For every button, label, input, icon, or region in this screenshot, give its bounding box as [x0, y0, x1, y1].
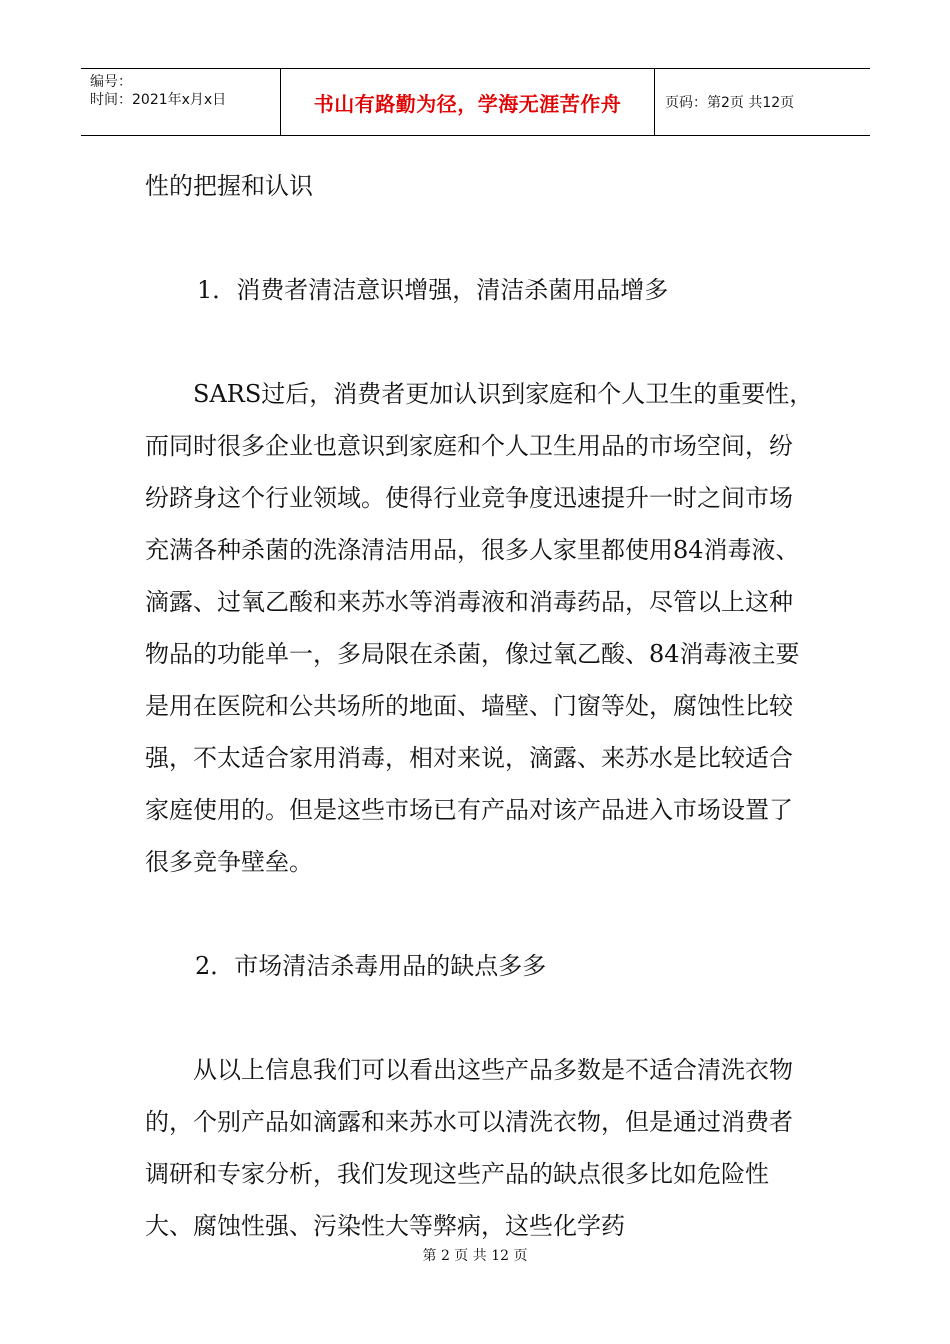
- paragraph-1: SARS过后，消费者更加认识到家庭和个人卫生的重要性，而同时很多企业也意识到家庭和个人卫生用品的市场空间，纷纷跻身这个行业领域。使得行业竞争度迅速提升一时之间市场充满各种杀菌的洗涤清洁用品，很多人家里都使用84消毒液、滴露、过氧乙酸和来苏水等消毒液和消毒药品，尽管以上这种物品的功能单一，多局限在杀菌，像过氧乙酸、84消毒液主要是用在医院和公共场所的地面、墙壁、门窗等处，腐蚀性比较强，不太适合家用消毒，相对来说，滴露、来苏水是比较适合家庭使用的。但是这些市场已有产品对该产品进入市场设置了很多竞争壁垒。: [145, 380, 814, 876]
- code-label: 编号：: [90, 74, 132, 90]
- continued-line: 性的把握和认识: [145, 172, 313, 200]
- header-page-info: 页码：第2页 共12页: [665, 95, 795, 111]
- header-motto: 书山有路勤为径，学海无涯苦作舟: [281, 69, 655, 135]
- page-footer: 第 2 页 共 12 页: [422, 1248, 528, 1264]
- time-label: 时间：2021年x月x日: [90, 92, 227, 108]
- header-meta: [81, 69, 281, 135]
- page-header: [81, 68, 870, 136]
- section-heading-1: 1．消费者清洁意识增强，清洁杀菌用品增多: [197, 276, 669, 304]
- section-heading-2: 2．市场清洁杀毒用品的缺点多多: [195, 952, 547, 980]
- document-body: [145, 160, 815, 1252]
- paragraph-2: 从以上信息我们可以看出这些产品多数是不适合清洗衣物的，个别产品如滴露和来苏水可以清洗衣物，但是通过消费者调研和专家分析，我们发现这些产品的缺点很多比如危险性大、腐蚀性强、污染性大等弊病，这些化学药: [145, 1056, 793, 1240]
